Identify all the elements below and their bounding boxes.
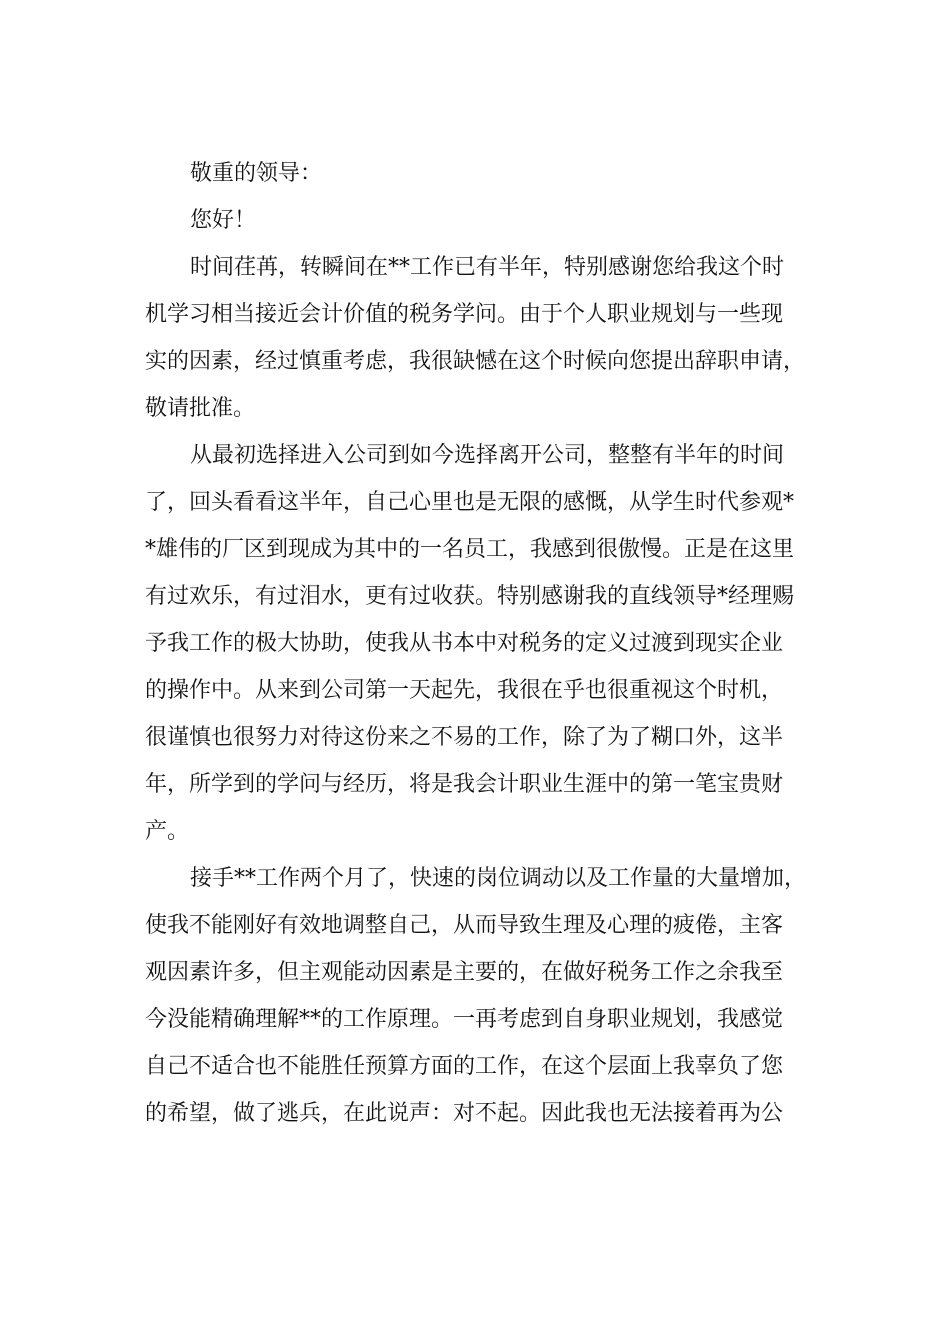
salutation: 敬重的领导： bbox=[190, 161, 323, 186]
paragraph-line: *雄伟的厂区到现成为其中的一名员工，我感到很傲慢。正是在这里 bbox=[145, 537, 795, 562]
paragraph-2 bbox=[145, 432, 815, 855]
paragraph-line: 从最初选择进入公司到如今选择离开公司，整整有半年的时间 bbox=[190, 443, 785, 468]
paragraph-line: 的希望，做了逃兵，在此说声：对不起。因此我也无法接着再为公 bbox=[145, 1101, 784, 1126]
paragraph-3 bbox=[145, 855, 815, 1137]
letter-body bbox=[145, 150, 815, 1137]
paragraph-line: 了，回头看看这半年，自己心里也是无限的感慨，从学生时代参观* bbox=[145, 490, 795, 515]
paragraph-line: 自己不适合也不能胜任预算方面的工作，在这个层面上我辜负了您 bbox=[145, 1054, 784, 1079]
greeting: 您好！ bbox=[190, 208, 257, 233]
paragraph-line: 使我不能刚好有效地调整自己，从而导致生理及心理的疲倦，主客 bbox=[145, 913, 784, 938]
paragraph-1 bbox=[145, 244, 815, 432]
paragraph-line: 实的因素，经过慎重考虑，我很缺憾在这个时候向您提出辞职申请， bbox=[145, 349, 806, 374]
paragraph-line: 的操作中。从来到公司第一天起先，我很在乎也很重视这个时机， bbox=[145, 678, 784, 703]
paragraph-line: 观因素许多，但主观能动因素是主要的，在做好税务工作之余我至 bbox=[145, 960, 784, 985]
paragraph-line: 产。 bbox=[145, 819, 190, 844]
paragraph-line: 年，所学到的学问与经历，将是我会计职业生涯中的第一笔宝贵财 bbox=[145, 772, 784, 797]
paragraph-line: 机学习相当接近会计价值的税务学问。由于个人职业规划与一些现 bbox=[145, 302, 784, 327]
paragraph-line: 有过欢乐，有过泪水，更有过收获。特别感谢我的直线领导*经理赐 bbox=[145, 584, 795, 609]
paragraph-line: 敬请批准。 bbox=[145, 396, 256, 421]
paragraph-line: 很谨慎也很努力对待这份来之不易的工作，除了为了糊口外，这半 bbox=[145, 725, 784, 750]
paragraph-line: 接手**工作两个月了，快速的岗位调动以及工作量的大量增加， bbox=[190, 866, 807, 891]
paragraph-line: 时间荏苒，转瞬间在**工作已有半年，特别感谢您给我这个时 bbox=[190, 255, 785, 280]
paragraph-line: 予我工作的极大协助，使我从书本中对税务的定义过渡到现实企业 bbox=[145, 631, 784, 656]
paragraph-line: 今没能精确理解**的工作原理。一再考虑到自身职业规划，我感觉 bbox=[145, 1007, 784, 1032]
